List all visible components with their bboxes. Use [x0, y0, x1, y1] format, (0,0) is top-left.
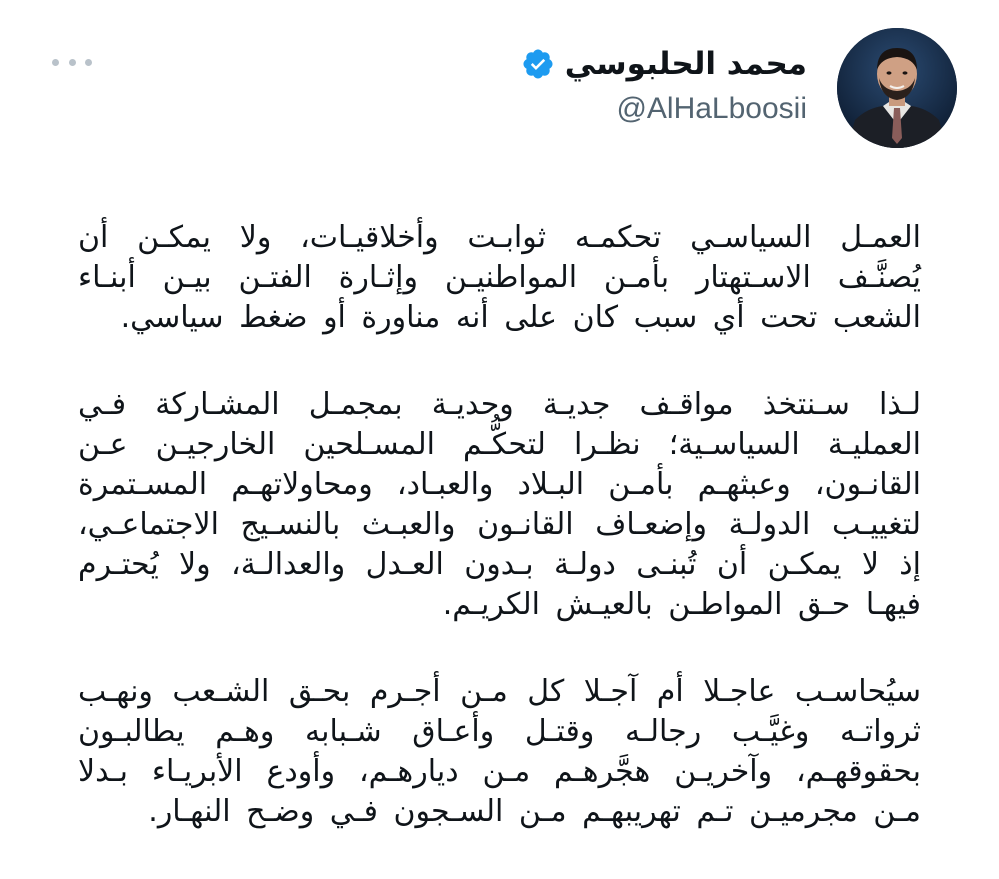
ellipsis-icon [69, 59, 76, 66]
user-handle[interactable]: @AlHaLboosii [616, 92, 807, 125]
avatar-image [837, 28, 957, 148]
tweet-header [40, 24, 957, 154]
name-row [521, 42, 807, 86]
tweet-paragraph: العمـل السياسـي تحكمـه ثوابـت وأخلاقيـات، ولا يمكـن أن يُصنَّـف الاسـتهتار بأمـن المواطنيـن وإثـارة الفتـن بيـن أبنـاء الشعب تحت أي سبب كان على أنه مناورة أو ضغط سياسي. [78, 220, 921, 335]
tweet-text [78, 218, 921, 832]
ellipsis-icon [85, 59, 92, 66]
display-name[interactable]: محمد الحلبوسي [564, 46, 807, 82]
tweet-paragraph: لـذا سـنتخذ مواقـف جديـة وحديـة بمجمـل المشـاركة فـي العمليـة السياسـية؛ نظـرا لتحكُّـم المسـلحين الخارجيـن عـن القانـون، وعبثهـم بأمـن البـلاد والعبـاد، ومحاولاتهـم المسـتمرة لتغييـب الدولـة وإضعـاف القانـون والعبـث بالنسـيج الاجتماعـي، إذ لا يمكـن أن تُبنـى دولـة بـدون العـدل والعدالـة، ولا يُحتـرم فيهـا حـق المواطـن بالعيـش الكريـم. [78, 387, 921, 622]
user-info [521, 42, 807, 126]
tweet-paragraph: سيُحاسـب عاجـلا أم آجـلا كل مـن أجـرم بحـق الشـعب ونهـب ثرواتـه وغيَّـب رجالـه وقتـل وأعـاق شـبابه وهـم يطالبـون بحقوقهـم، وآخريـن هجَّرهـم مـن ديارهـم، وأودع الأبريـاء بـدلا مـن مجرميـن تـم تهريبهـم مـن السـجون فـي وضـح النهـار. [78, 674, 921, 829]
more-options-button[interactable] [52, 50, 92, 74]
ellipsis-icon [52, 59, 59, 66]
avatar[interactable] [837, 28, 957, 148]
verified-badge-icon [521, 47, 555, 81]
